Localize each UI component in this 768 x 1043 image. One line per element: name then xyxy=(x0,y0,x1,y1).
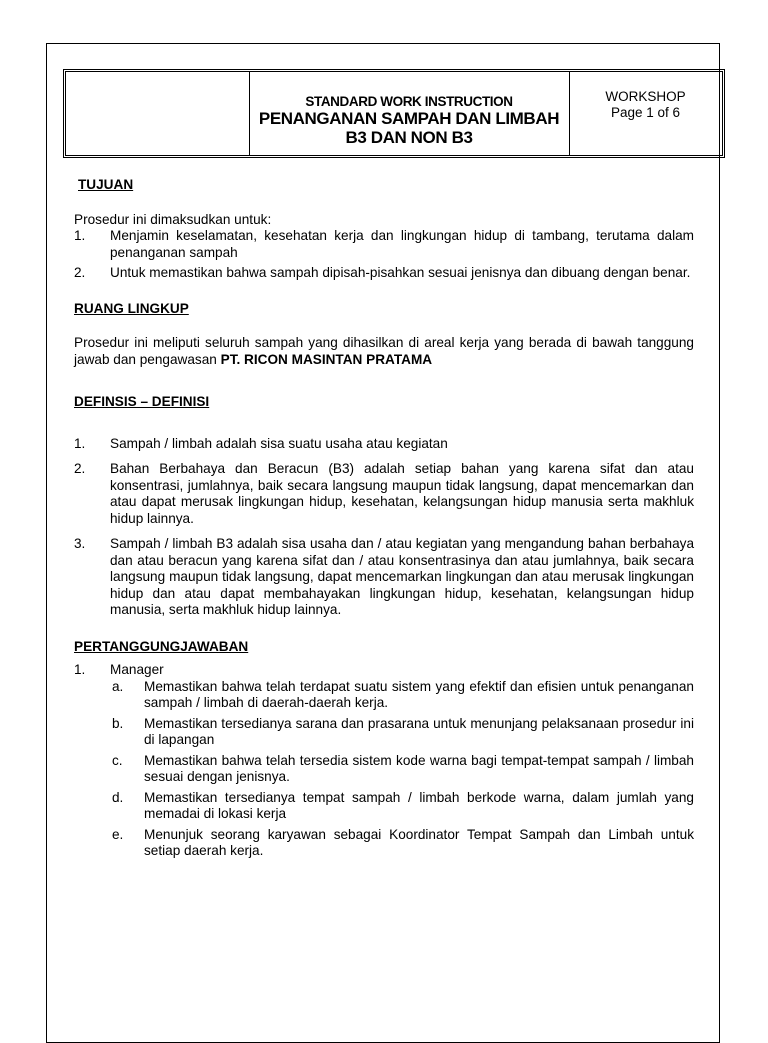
section-heading-ruang-lingkup: RUANG LINGKUP xyxy=(74,300,189,316)
item-text: Memastikan bahwa telah terdapat suatu sistem yang efektif dan efisien untuk penanganan sampah / limbah di daerah-daerah kerja. xyxy=(144,678,694,710)
item-text: Memastikan tersedianya sarana dan prasarana untuk menunjang pelaksanaan prosedur ini di lapangan xyxy=(144,715,694,747)
item-number: 2. xyxy=(74,265,86,280)
list-item xyxy=(74,228,694,261)
item-text: Menunjuk seorang karyawan sebagai Koordinator Tempat Sampah dan Limbah untuk setiap daerah kerja. xyxy=(144,826,694,858)
item-letter: b. xyxy=(112,715,124,731)
item-number: 3. xyxy=(74,536,86,551)
item-text: Menjamin keselamatan, kesehatan kerja dan lingkungan hidup di tambang, terutama dalam penanganan sampah xyxy=(110,228,694,260)
item-text: Sampah / limbah adalah sisa suatu usaha atau kegiatan xyxy=(110,435,448,451)
department-label: WORKSHOP xyxy=(605,89,686,104)
item-text: Sampah / limbah B3 adalah sisa usaha dan / atau kegiatan yang mengandung bahan berbahaya dan atau beracun yang karena sifat dan / atau konsentrasinya dan atau jumlahnya, baik secara langsung maupun tidak langsung, dapat mencemarkan lingkungan dan atau merusak lingkungan hidup dan atau dapat membahayakan lingkungan hidup, kesehatan, kelangsungan hidup manusia, serta makhluk hidup lainnya. xyxy=(110,536,694,617)
ruang-lingkup-text xyxy=(74,335,694,368)
list-item xyxy=(74,461,694,527)
item-text: Memastikan bahwa telah tersedia sistem kode warna bagi tempat-tempat sampah / limbah sesuai dengan jenisnya. xyxy=(144,752,694,784)
tujuan-intro: Prosedur ini dimaksudkan untuk: xyxy=(74,211,272,227)
list-item xyxy=(74,662,694,679)
item-letter: c. xyxy=(112,752,123,768)
ruang-lingkup-body: Prosedur ini meliputi seluruh sampah yang dihasilkan di areal kerja yang berada di bawah tanggung jawab dan pengawasan xyxy=(74,335,694,367)
item-letter: d. xyxy=(112,789,124,805)
company-name: PT. RICON MASINTAN PRATAMA xyxy=(220,351,433,367)
document-type: STANDARD WORK INSTRUCTION xyxy=(305,94,513,109)
logo-cell xyxy=(66,72,250,155)
document-header xyxy=(63,69,725,158)
item-number: 1. xyxy=(74,662,86,677)
section-heading-definisi: DEFINSIS – DEFINISI xyxy=(74,394,210,409)
document-title-line-2: B3 DAN NON B3 xyxy=(345,128,473,147)
role-name: Manager xyxy=(110,662,164,677)
item-text: Memastikan tersedianya tempat sampah / limbah berkode warna, dalam jumlah yang memadai di lokasi kerja xyxy=(144,789,694,821)
sub-list-item xyxy=(74,790,694,823)
sub-list-item xyxy=(74,827,694,860)
item-letter: e. xyxy=(112,826,124,842)
section-heading-tujuan: TUJUAN xyxy=(78,177,134,192)
sub-list-item xyxy=(74,716,694,749)
item-text: Untuk memastikan bahwa sampah dipisah-pisahkan sesuai jenisnya dan dibuang dengan benar. xyxy=(110,265,691,280)
item-number: 1. xyxy=(74,228,86,243)
item-number: 2. xyxy=(74,461,86,476)
info-cell xyxy=(569,72,722,155)
list-item xyxy=(74,536,694,619)
item-text: Bahan Berbahaya dan Beracun (B3) adalah setiap bahan yang karena sifat dan atau konsentrasi, jumlahnya, baik secara langsung maupun tidak langsung, dapat mencemarkan dan atau dapat merusak lingkungan hidup, kesehatan, kelangsungan hidup manusia serta makhluk hidup lainnya. xyxy=(110,461,694,526)
document-body xyxy=(74,177,694,860)
sub-list-item xyxy=(74,753,694,786)
sub-list-item xyxy=(74,679,694,712)
section-heading-pertanggungjawaban: PERTANGGUNGJAWABAN xyxy=(74,638,249,654)
item-number: 1. xyxy=(74,435,86,451)
title-cell xyxy=(249,72,570,155)
list-item xyxy=(74,265,694,282)
document-title-line-1: PENANGANAN SAMPAH DAN LIMBAH xyxy=(258,109,560,128)
list-item xyxy=(74,436,694,453)
page-number: Page 1 of 6 xyxy=(610,105,681,120)
item-letter: a. xyxy=(112,678,124,694)
